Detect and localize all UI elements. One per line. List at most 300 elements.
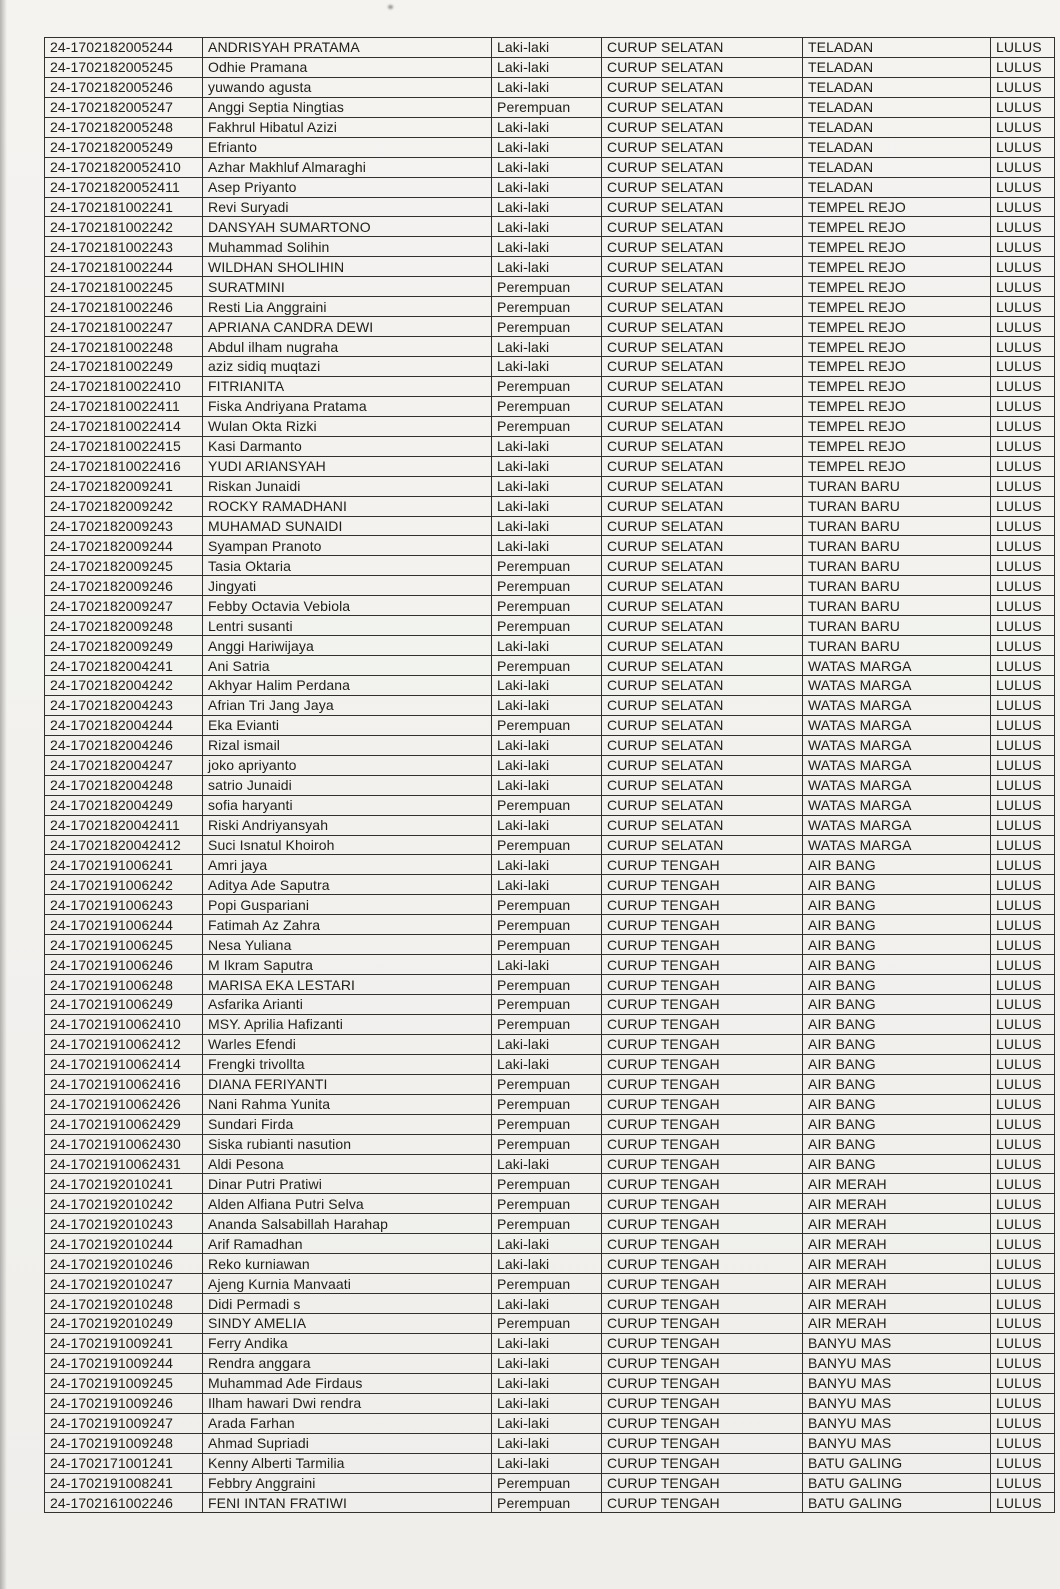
cell-district: CURUP TENGAH [602, 855, 803, 875]
table-row [45, 1433, 1055, 1453]
cell-status: LULUS [991, 516, 1055, 536]
cell-gender: Perempuan [492, 616, 602, 636]
cell-district: CURUP SELATAN [602, 277, 803, 297]
cell-status: LULUS [991, 57, 1055, 77]
table-row [45, 1453, 1055, 1473]
cell-status: LULUS [991, 396, 1055, 416]
cell-district: CURUP SELATAN [602, 596, 803, 616]
cell-id: 24-17021910062429 [45, 1114, 203, 1134]
cell-id: 24-17021820042411 [45, 815, 203, 835]
cell-village: WATAS MARGA [803, 775, 991, 795]
cell-village: WATAS MARGA [803, 835, 991, 855]
cell-gender: Laki-laki [492, 516, 602, 536]
cell-gender: Laki-laki [492, 436, 602, 456]
cell-status: LULUS [991, 1413, 1055, 1433]
cell-status: LULUS [991, 1433, 1055, 1453]
cell-gender: Laki-laki [492, 775, 602, 795]
cell-name: YUDI ARIANSYAH [203, 456, 492, 476]
table-row [45, 357, 1055, 377]
table-row [45, 237, 1055, 257]
table-row [45, 337, 1055, 357]
cell-name: Nesa Yuliana [203, 935, 492, 955]
table-row [45, 676, 1055, 696]
cell-status: LULUS [991, 556, 1055, 576]
cell-id: 24-1702182004242 [45, 676, 203, 696]
cell-village: TELADAN [803, 57, 991, 77]
cell-status: LULUS [991, 636, 1055, 656]
cell-district: CURUP SELATAN [602, 476, 803, 496]
cell-id: 24-1702181002247 [45, 317, 203, 337]
table-row [45, 137, 1055, 157]
cell-gender: Laki-laki [492, 57, 602, 77]
cell-id: 24-1702182009246 [45, 576, 203, 596]
cell-village: BATU GALING [803, 1473, 991, 1493]
cell-id: 24-1702192010242 [45, 1194, 203, 1214]
cell-status: LULUS [991, 317, 1055, 337]
table-row [45, 1314, 1055, 1334]
cell-id: 24-1702181002244 [45, 257, 203, 277]
cell-name: Akhyar Halim Perdana [203, 676, 492, 696]
cell-village: AIR BANG [803, 1034, 991, 1054]
cell-gender: Perempuan [492, 715, 602, 735]
cell-id: 24-1702182004244 [45, 715, 203, 735]
cell-name: Rendra anggara [203, 1353, 492, 1373]
cell-status: LULUS [991, 257, 1055, 277]
cell-status: LULUS [991, 1333, 1055, 1353]
cell-id: 24-17021810022410 [45, 376, 203, 396]
cell-status: LULUS [991, 1393, 1055, 1413]
cell-name: aziz sidiq muqtazi [203, 357, 492, 377]
cell-district: CURUP TENGAH [602, 1154, 803, 1174]
cell-district: CURUP TENGAH [602, 1333, 803, 1353]
table-row [45, 456, 1055, 476]
cell-gender: Laki-laki [492, 676, 602, 696]
cell-village: BANYU MAS [803, 1413, 991, 1433]
cell-status: LULUS [991, 157, 1055, 177]
table-row [45, 915, 1055, 935]
cell-status: LULUS [991, 795, 1055, 815]
table-row [45, 536, 1055, 556]
cell-district: CURUP SELATAN [602, 297, 803, 317]
table-row [45, 1154, 1055, 1174]
cell-id: 24-1702191006245 [45, 935, 203, 955]
cell-district: CURUP SELATAN [602, 337, 803, 357]
cell-village: AIR MERAH [803, 1194, 991, 1214]
cell-village: AIR MERAH [803, 1234, 991, 1254]
cell-village: AIR BANG [803, 1054, 991, 1074]
cell-district: CURUP SELATAN [602, 775, 803, 795]
cell-gender: Perempuan [492, 317, 602, 337]
cell-gender: Perempuan [492, 97, 602, 117]
table-row [45, 875, 1055, 895]
cell-gender: Perempuan [492, 277, 602, 297]
cell-district: CURUP SELATAN [602, 317, 803, 337]
cell-village: WATAS MARGA [803, 815, 991, 835]
cell-gender: Perempuan [492, 995, 602, 1015]
cell-name: Muhammad Ade Firdaus [203, 1373, 492, 1393]
cell-gender: Perempuan [492, 1174, 602, 1194]
table-row [45, 1114, 1055, 1134]
cell-status: LULUS [991, 935, 1055, 955]
cell-district: CURUP TENGAH [602, 1413, 803, 1433]
cell-gender: Perempuan [492, 376, 602, 396]
table-row [45, 197, 1055, 217]
cell-name: Syampan Pranoto [203, 536, 492, 556]
cell-status: LULUS [991, 376, 1055, 396]
cell-gender: Perempuan [492, 297, 602, 317]
cell-name: Ani Satria [203, 656, 492, 676]
cell-village: TEMPEL REJO [803, 257, 991, 277]
cell-village: BANYU MAS [803, 1333, 991, 1353]
cell-id: 24-1702171001241 [45, 1453, 203, 1473]
cell-gender: Laki-laki [492, 815, 602, 835]
cell-district: CURUP SELATAN [602, 157, 803, 177]
cell-status: LULUS [991, 576, 1055, 596]
cell-id: 24-17021810022411 [45, 396, 203, 416]
cell-district: CURUP SELATAN [602, 436, 803, 456]
cell-district: CURUP TENGAH [602, 1054, 803, 1074]
cell-gender: Perempuan [492, 576, 602, 596]
cell-village: AIR BANG [803, 1154, 991, 1174]
cell-village: TELADAN [803, 77, 991, 97]
cell-village: AIR BANG [803, 995, 991, 1015]
cell-district: CURUP SELATAN [602, 257, 803, 277]
cell-name: Febby Octavia Vebiola [203, 596, 492, 616]
cell-village: WATAS MARGA [803, 735, 991, 755]
cell-village: BANYU MAS [803, 1393, 991, 1413]
cell-village: TEMPEL REJO [803, 376, 991, 396]
cell-status: LULUS [991, 676, 1055, 696]
table-row [45, 895, 1055, 915]
cell-status: LULUS [991, 1453, 1055, 1473]
table-row [45, 1094, 1055, 1114]
cell-id: 24-1702182004241 [45, 656, 203, 676]
cell-name: ANDRISYAH PRATAMA [203, 38, 492, 58]
cell-gender: Laki-laki [492, 1393, 602, 1413]
cell-id: 24-1702191009241 [45, 1333, 203, 1353]
cell-gender: Perempuan [492, 835, 602, 855]
cell-district: CURUP SELATAN [602, 357, 803, 377]
table-row [45, 1353, 1055, 1373]
cell-id: 24-1702182009248 [45, 616, 203, 636]
cell-district: CURUP TENGAH [602, 1174, 803, 1194]
cell-gender: Laki-laki [492, 536, 602, 556]
cell-name: MSY. Aprilia Hafizanti [203, 1014, 492, 1034]
results-table-body [45, 38, 1055, 1513]
cell-id: 24-1702191006248 [45, 975, 203, 995]
cell-status: LULUS [991, 1174, 1055, 1194]
table-row [45, 835, 1055, 855]
cell-village: AIR BANG [803, 895, 991, 915]
cell-name: Lentri susanti [203, 616, 492, 636]
cell-name: MARISA EKA LESTARI [203, 975, 492, 995]
cell-status: LULUS [991, 357, 1055, 377]
cell-name: satrio Junaidi [203, 775, 492, 795]
cell-gender: Laki-laki [492, 1054, 602, 1074]
cell-id: 24-1702181002245 [45, 277, 203, 297]
table-row [45, 177, 1055, 197]
cell-district: CURUP TENGAH [602, 915, 803, 935]
cell-name: Warles Efendi [203, 1034, 492, 1054]
cell-gender: Laki-laki [492, 1433, 602, 1453]
cell-name: Resti Lia Anggraini [203, 297, 492, 317]
cell-gender: Laki-laki [492, 157, 602, 177]
cell-village: TELADAN [803, 117, 991, 137]
cell-gender: Laki-laki [492, 1294, 602, 1314]
cell-village: WATAS MARGA [803, 715, 991, 735]
cell-district: CURUP SELATAN [602, 77, 803, 97]
cell-village: TEMPEL REJO [803, 297, 991, 317]
cell-name: APRIANA CANDRA DEWI [203, 317, 492, 337]
cell-status: LULUS [991, 735, 1055, 755]
cell-name: Ananda Salsabillah Harahap [203, 1214, 492, 1234]
table-row [45, 317, 1055, 337]
table-row [45, 516, 1055, 536]
cell-district: CURUP TENGAH [602, 1393, 803, 1413]
cell-gender: Perempuan [492, 596, 602, 616]
cell-name: FENI INTAN FRATIWI [203, 1493, 492, 1513]
cell-district: CURUP SELATAN [602, 197, 803, 217]
cell-district: CURUP TENGAH [602, 1034, 803, 1054]
cell-id: 24-1702182004247 [45, 755, 203, 775]
cell-district: CURUP TENGAH [602, 1453, 803, 1473]
cell-name: Tasia Oktaria [203, 556, 492, 576]
cell-name: Afrian Tri Jang Jaya [203, 695, 492, 715]
cell-gender: Perempuan [492, 396, 602, 416]
table-row [45, 416, 1055, 436]
cell-id: 24-1702182009243 [45, 516, 203, 536]
cell-village: AIR BANG [803, 1094, 991, 1114]
cell-district: CURUP SELATAN [602, 137, 803, 157]
cell-gender: Perempuan [492, 416, 602, 436]
cell-gender: Laki-laki [492, 197, 602, 217]
cell-district: CURUP TENGAH [602, 1353, 803, 1373]
cell-name: Eka Evianti [203, 715, 492, 735]
cell-name: M Ikram Saputra [203, 955, 492, 975]
cell-id: 24-17021910062431 [45, 1154, 203, 1174]
cell-id: 24-17021910062412 [45, 1034, 203, 1054]
cell-status: LULUS [991, 656, 1055, 676]
cell-status: LULUS [991, 1214, 1055, 1234]
cell-village: WATAS MARGA [803, 795, 991, 815]
cell-status: LULUS [991, 277, 1055, 297]
cell-status: LULUS [991, 715, 1055, 735]
cell-village: TELADAN [803, 157, 991, 177]
cell-village: BANYU MAS [803, 1353, 991, 1373]
cell-id: 24-1702192010243 [45, 1214, 203, 1234]
cell-status: LULUS [991, 337, 1055, 357]
cell-village: AIR MERAH [803, 1254, 991, 1274]
cell-status: LULUS [991, 855, 1055, 875]
table-row [45, 1234, 1055, 1254]
cell-name: yuwando agusta [203, 77, 492, 97]
cell-district: CURUP TENGAH [602, 955, 803, 975]
cell-gender: Perempuan [492, 935, 602, 955]
cell-id: 24-1702191006249 [45, 995, 203, 1015]
cell-name: SINDY AMELIA [203, 1314, 492, 1334]
table-row [45, 955, 1055, 975]
cell-status: LULUS [991, 436, 1055, 456]
cell-district: CURUP SELATAN [602, 576, 803, 596]
table-row [45, 1493, 1055, 1513]
cell-district: CURUP SELATAN [602, 217, 803, 237]
cell-name: Nani Rahma Yunita [203, 1094, 492, 1114]
cell-id: 24-1702182004243 [45, 695, 203, 715]
cell-name: sofia haryanti [203, 795, 492, 815]
cell-district: CURUP SELATAN [602, 795, 803, 815]
table-row [45, 1294, 1055, 1314]
cell-name: MUHAMAD SUNAIDI [203, 516, 492, 536]
cell-district: CURUP SELATAN [602, 396, 803, 416]
cell-name: DANSYAH SUMARTONO [203, 217, 492, 237]
cell-gender: Perempuan [492, 915, 602, 935]
cell-name: Amri jaya [203, 855, 492, 875]
cell-district: CURUP TENGAH [602, 1433, 803, 1453]
cell-district: CURUP TENGAH [602, 1134, 803, 1154]
cell-name: ROCKY RAMADHANI [203, 496, 492, 516]
cell-id: 24-17021910062416 [45, 1074, 203, 1094]
cell-village: BATU GALING [803, 1493, 991, 1513]
cell-gender: Laki-laki [492, 496, 602, 516]
cell-district: CURUP SELATAN [602, 376, 803, 396]
cell-id: 24-1702191006246 [45, 955, 203, 975]
cell-district: CURUP SELATAN [602, 636, 803, 656]
table-row [45, 815, 1055, 835]
cell-gender: Perempuan [492, 556, 602, 576]
cell-name: Asfarika Arianti [203, 995, 492, 1015]
cell-district: CURUP TENGAH [602, 1014, 803, 1034]
cell-status: LULUS [991, 77, 1055, 97]
table-row [45, 855, 1055, 875]
table-row [45, 975, 1055, 995]
scan-edge-shadow [0, 0, 7, 1589]
cell-gender: Laki-laki [492, 735, 602, 755]
cell-village: TEMPEL REJO [803, 317, 991, 337]
table-row [45, 436, 1055, 456]
table-row [45, 735, 1055, 755]
cell-name: Febbry Anggraini [203, 1473, 492, 1493]
cell-name: Anggi Septia Ningtias [203, 97, 492, 117]
cell-status: LULUS [991, 1234, 1055, 1254]
cell-status: LULUS [991, 596, 1055, 616]
cell-id: 24-1702182009241 [45, 476, 203, 496]
cell-district: CURUP SELATAN [602, 536, 803, 556]
cell-district: CURUP SELATAN [602, 57, 803, 77]
table-row [45, 1373, 1055, 1393]
cell-name: Arada Farhan [203, 1413, 492, 1433]
cell-id: 24-17021810022415 [45, 436, 203, 456]
table-row [45, 1054, 1055, 1074]
cell-gender: Perempuan [492, 1014, 602, 1034]
cell-id: 24-1702181002249 [45, 357, 203, 377]
cell-village: WATAS MARGA [803, 676, 991, 696]
cell-id: 24-1702181002243 [45, 237, 203, 257]
cell-name: Siska rubianti nasution [203, 1134, 492, 1154]
cell-name: Efrianto [203, 137, 492, 157]
cell-district: CURUP TENGAH [602, 1493, 803, 1513]
cell-id: 24-1702191009247 [45, 1413, 203, 1433]
cell-village: WATAS MARGA [803, 755, 991, 775]
cell-gender: Laki-laki [492, 1154, 602, 1174]
cell-village: AIR MERAH [803, 1174, 991, 1194]
table-row [45, 157, 1055, 177]
table-row [45, 1034, 1055, 1054]
cell-id: 24-17021910062410 [45, 1014, 203, 1034]
cell-district: CURUP SELATAN [602, 735, 803, 755]
cell-village: TEMPEL REJO [803, 197, 991, 217]
cell-name: Asep Priyanto [203, 177, 492, 197]
cell-name: joko apriyanto [203, 755, 492, 775]
cell-gender: Laki-laki [492, 38, 602, 58]
cell-name: Kenny Alberti Tarmilia [203, 1453, 492, 1473]
table-row [45, 775, 1055, 795]
cell-village: TELADAN [803, 38, 991, 58]
cell-village: TURAN BARU [803, 576, 991, 596]
cell-id: 24-1702182004249 [45, 795, 203, 815]
cell-gender: Laki-laki [492, 1034, 602, 1054]
cell-gender: Perempuan [492, 975, 602, 995]
table-row [45, 376, 1055, 396]
cell-gender: Laki-laki [492, 117, 602, 137]
cell-gender: Laki-laki [492, 855, 602, 875]
table-row [45, 1254, 1055, 1274]
cell-id: 24-1702192010249 [45, 1314, 203, 1334]
cell-id: 24-1702191009246 [45, 1393, 203, 1413]
cell-village: TURAN BARU [803, 596, 991, 616]
table-row [45, 1174, 1055, 1194]
cell-status: LULUS [991, 1493, 1055, 1513]
cell-gender: Perempuan [492, 1274, 602, 1294]
cell-status: LULUS [991, 995, 1055, 1015]
table-row [45, 277, 1055, 297]
cell-status: LULUS [991, 815, 1055, 835]
cell-village: TURAN BARU [803, 496, 991, 516]
cell-id: 24-1702191009248 [45, 1433, 203, 1453]
cell-village: AIR BANG [803, 875, 991, 895]
cell-district: CURUP TENGAH [602, 1234, 803, 1254]
cell-gender: Perempuan [492, 1473, 602, 1493]
cell-status: LULUS [991, 117, 1055, 137]
cell-village: TELADAN [803, 97, 991, 117]
cell-name: Jingyati [203, 576, 492, 596]
cell-district: CURUP TENGAH [602, 935, 803, 955]
table-row [45, 1274, 1055, 1294]
cell-district: CURUP SELATAN [602, 556, 803, 576]
cell-district: CURUP SELATAN [602, 755, 803, 775]
cell-id: 24-1702181002242 [45, 217, 203, 237]
cell-district: CURUP SELATAN [602, 715, 803, 735]
cell-id: 24-1702192010248 [45, 1294, 203, 1314]
scan-speck [388, 5, 393, 9]
cell-village: TURAN BARU [803, 616, 991, 636]
cell-id: 24-1702182005245 [45, 57, 203, 77]
cell-village: AIR BANG [803, 1014, 991, 1034]
cell-gender: Laki-laki [492, 695, 602, 715]
cell-status: LULUS [991, 97, 1055, 117]
cell-name: Ilham hawari Dwi rendra [203, 1393, 492, 1413]
cell-id: 24-17021910062430 [45, 1134, 203, 1154]
cell-name: Sundari Firda [203, 1114, 492, 1134]
cell-name: SURATMINI [203, 277, 492, 297]
cell-status: LULUS [991, 1254, 1055, 1274]
cell-name: Ajeng Kurnia Manvaati [203, 1274, 492, 1294]
table-row [45, 596, 1055, 616]
cell-district: CURUP SELATAN [602, 815, 803, 835]
cell-village: BANYU MAS [803, 1433, 991, 1453]
cell-gender: Laki-laki [492, 755, 602, 775]
cell-gender: Laki-laki [492, 875, 602, 895]
cell-name: Frengki trivollta [203, 1054, 492, 1074]
